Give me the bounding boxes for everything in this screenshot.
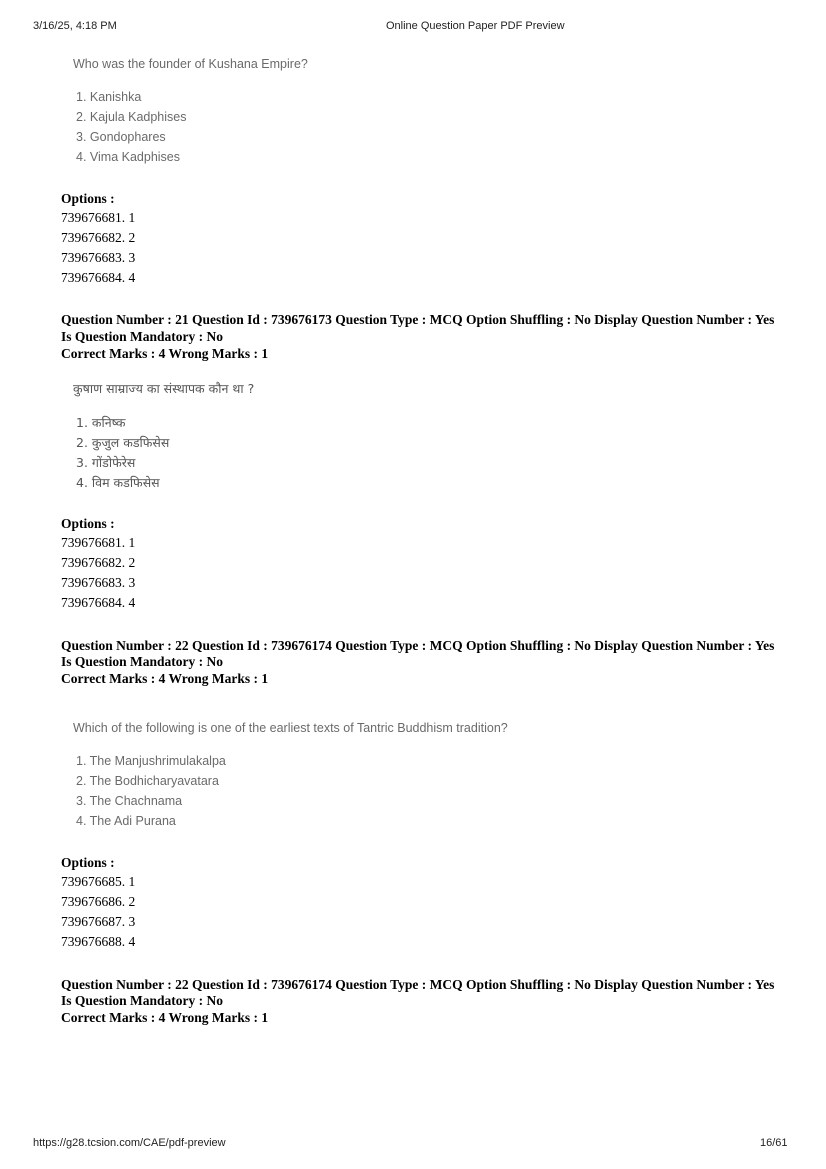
choice-item: 1. The Manjushrimulakalpa [76, 754, 226, 768]
question-meta: Question Number : 22 Question Id : 739676174 Question Type : MCQ Option Shuffling : No Display Question Number : Yes [61, 977, 775, 992]
option-id: 739676682. 2 [61, 230, 136, 245]
page-number: 16/61 [760, 1137, 788, 1149]
option-id: 739676681. 1 [61, 535, 136, 550]
choice-item: 2. Kajula Kadphises [76, 110, 187, 124]
choice-item: 3. गोंडोफेरेस [76, 455, 136, 470]
options-label: Options : [61, 516, 115, 531]
option-id: 739676682. 2 [61, 555, 136, 570]
question-mandatory: Is Question Mandatory : No [61, 993, 224, 1008]
print-datetime: 3/16/25, 4:18 PM [33, 20, 117, 32]
option-id: 739676683. 3 [61, 250, 136, 265]
option-id: 739676684. 4 [61, 270, 136, 285]
option-id: 739676685. 1 [61, 874, 136, 889]
question-mandatory: Is Question Mandatory : No [61, 329, 224, 344]
question-text: Who was the founder of Kushana Empire? [73, 57, 308, 71]
question-mandatory: Is Question Mandatory : No [61, 654, 224, 669]
options-label: Options : [61, 855, 115, 870]
choice-item: 4. The Adi Purana [76, 814, 176, 828]
choice-item: 3. Gondophares [76, 130, 166, 144]
question-marks: Correct Marks : 4 Wrong Marks : 1 [61, 1010, 269, 1025]
option-id: 739676681. 1 [61, 210, 136, 225]
option-id: 739676683. 3 [61, 575, 136, 590]
choice-item: 4. Vima Kadphises [76, 150, 180, 164]
choice-item: 2. कुजुल कडफिसेस [76, 435, 170, 450]
question-text: कुषाण साम्राज्य का संस्थापक कौन था ? [73, 381, 255, 396]
choice-item: 3. The Chachnama [76, 794, 183, 808]
question-text: Which of the following is one of the earliest texts of Tantric Buddhism tradition? [73, 721, 508, 735]
choice-item: 4. विम कडफिसेस [76, 475, 160, 490]
question-meta: Question Number : 22 Question Id : 739676174 Question Type : MCQ Option Shuffling : No Display Question Number : Yes [61, 638, 775, 653]
option-id: 739676688. 4 [61, 934, 136, 949]
print-url: https://g28.tcsion.com/CAE/pdf-preview [33, 1137, 226, 1149]
option-id: 739676686. 2 [61, 894, 136, 909]
option-id: 739676684. 4 [61, 595, 136, 610]
option-id: 739676687. 3 [61, 914, 136, 929]
question-marks: Correct Marks : 4 Wrong Marks : 1 [61, 671, 269, 686]
print-title: Online Question Paper PDF Preview [386, 20, 565, 32]
question-meta: Question Number : 21 Question Id : 739676173 Question Type : MCQ Option Shuffling : No Display Question Number : Yes [61, 312, 775, 327]
choice-item: 1. Kanishka [76, 90, 142, 104]
choice-item: 2. The Bodhicharyavatara [76, 774, 219, 788]
question-marks: Correct Marks : 4 Wrong Marks : 1 [61, 346, 269, 361]
options-label: Options : [61, 191, 115, 206]
choice-item: 1. कनिष्क [76, 415, 126, 430]
